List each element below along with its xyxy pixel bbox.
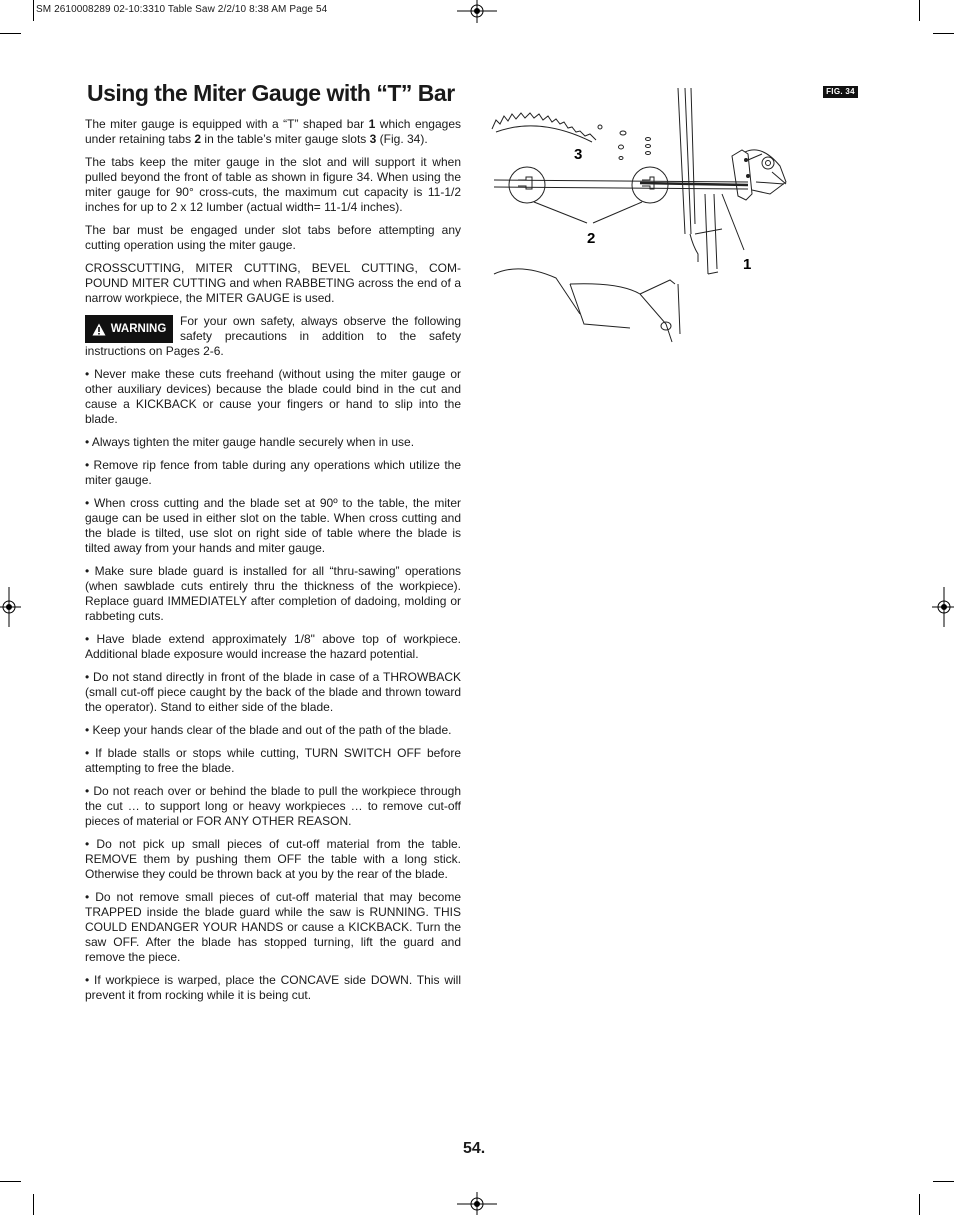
saw-base [494, 269, 680, 342]
bullet-item: • Do not stand directly in front of the blade in case of a THROWBACK (small cut-off piece caught by the back of the blade and thrown toward the operator). Stand to either side of the blade. [85, 670, 461, 714]
callout-label-3: 3 [574, 146, 583, 163]
bullet-item: • If blade stalls or stops while cutting, TURN SWITCH OFF before attempting to free the blade. [85, 746, 461, 775]
body-column [85, 117, 461, 1011]
intro-paragraph-4: CROSSCUTTING, MITER CUTTING, BEVEL CUTTING, COM-POUND MITER CUTTING and when RABBETING across the end of a narrow workpiece, the MITER GAUGE is used. [85, 261, 461, 305]
intro-paragraph-2: The tabs keep the miter gauge in the slot and will support it when pulled beyond the front of table as shown in figure 34. When using the miter gauge for 90° cross-cuts, the maximum cut capacity is 11-1/2 inches for up to 2 x 12 lumber (actual width= 11-1/4 inches). [85, 155, 461, 214]
figure-label: FIG. 34 [823, 86, 858, 98]
table-edge [678, 88, 722, 274]
miter-gauge-illustration [490, 84, 800, 346]
bullet-item: • Remove rip fence from table during any operations which utilize the miter gauge. [85, 458, 461, 487]
leader-line-2a [534, 202, 587, 223]
bullet-item: • If workpiece is warped, place the CONCAVE side DOWN. This will prevent it from rocking while it is being cut. [85, 973, 461, 1002]
bullet-item: • Keep your hands clear of the blade and out of the path of the blade. [85, 723, 452, 737]
leader-line-2b [593, 202, 642, 223]
warning-triangle-icon [92, 323, 106, 336]
callout-ref-3: 3 [369, 132, 377, 146]
page-title: Using the Miter Gauge with “T” Bar [87, 80, 455, 106]
intro-paragraph-1: The miter gauge is equipped with a “T” shaped bar 1 which engages under retaining tabs 2 in the table’s miter gauge slots 3 (Fig. 34). [85, 117, 461, 146]
leader-line-1 [722, 194, 744, 250]
bullet-item: • Never make these cuts freehand (without using the miter gauge or other auxiliary devices) because the blade could bind in the cut and cause a KICKBACK or cause your fingers or hand to slip into the blade. [85, 367, 461, 426]
callout-ref-1: 1 [368, 117, 376, 131]
bullet-item: • Do not pick up small pieces of cut-off material from the table. REMOVE them by pushing them OFF the table with a long stick. Otherwise they could be thrown back at you by the rear of the blade. [85, 837, 461, 881]
print-slug: SM 2610008289 02-10:3310 Table Saw 2/2/10 8:38 AM Page 54 [36, 4, 328, 15]
callout-ref-2: 2 [194, 132, 202, 146]
bullet-item: • Do not reach over or behind the blade to pull the workpiece through the cut … to support long or heavy workpieces … to remove cut-off pieces of material or FOR ANY OTHER REASON. [85, 784, 461, 828]
bullet-item: • Have blade extend approximately 1/8" above top of workpiece. Additional blade exposure would increase the hazard potential. [85, 632, 461, 661]
warning-block [85, 314, 461, 359]
bullet-item: • Make sure blade guard is installed for all “thru-sawing” operations (when sawblade cuts entirely thru the thickness of the workpiece). Replace guard IMMEDIATELY after completion of dadoing, molding or rabbeting cuts. [85, 564, 461, 623]
bullet-item: • Do not remove small pieces of cut-off material that may become TRAPPED inside the blade guard while the saw is RUNNING. THIS COULD ENDANGER YOUR HANDS or cause a KICKBACK. Turn the saw OFF. After the blade has stopped turning, lift the guard and remove the piece. [85, 890, 461, 964]
miter-gauge-head [732, 150, 786, 200]
retaining-tab-left [509, 167, 545, 203]
intro-paragraph-3: The bar must be engaged under slot tabs before attempting any cutting operation using the miter gauge. [85, 223, 461, 252]
bullet-item: • Always tighten the miter gauge handle securely when in use. [85, 435, 415, 449]
warning-badge: WARNING [85, 315, 173, 343]
callout-label-1: 1 [743, 256, 752, 273]
warning-text: For your own safety, always observe the following safety precautions in addition to the safety instructions on Pages 2-6. [85, 314, 461, 358]
page-number: 54. [463, 1140, 486, 1157]
bullet-item: • When cross cutting and the blade set at 90º to the table, the miter gauge can be used in either slot on the table. When cross cutting and the blade is tilted, use slot on right side of table where the blade is tilted away from your hands and miter gauge. [85, 496, 461, 555]
retaining-tab-right [632, 167, 668, 203]
callout-label-2: 2 [587, 230, 596, 247]
